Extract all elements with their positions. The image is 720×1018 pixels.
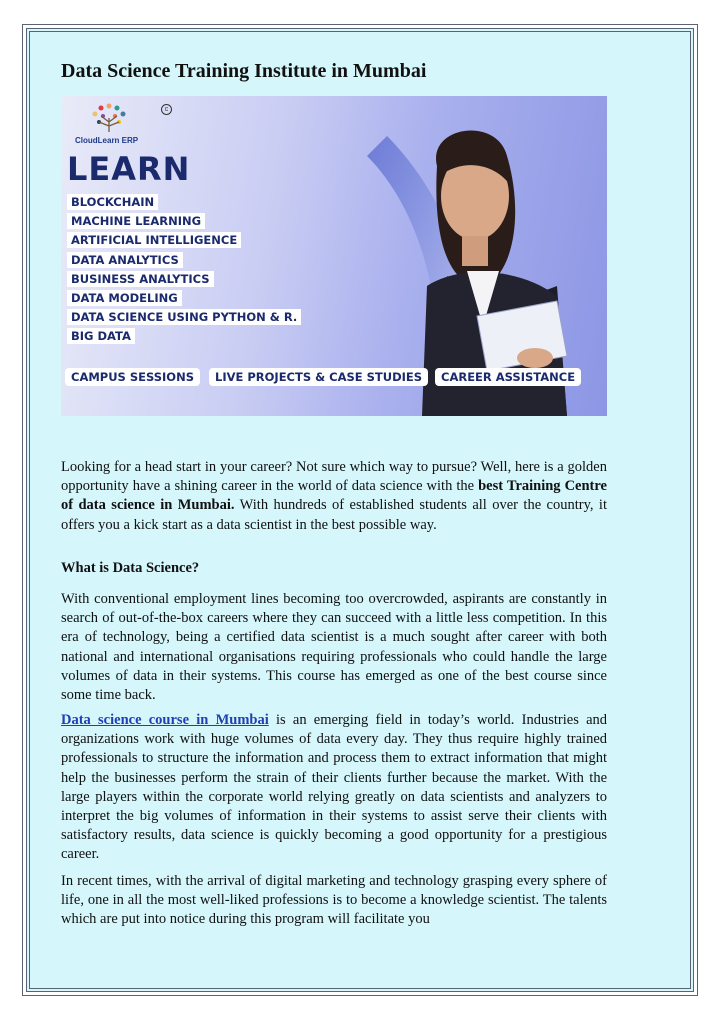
tree-logo-icon [69, 102, 159, 136]
pill-career-assistance: CAREER ASSISTANCE [435, 368, 581, 386]
cloudlearn-logo [69, 102, 169, 145]
topic-item: MACHINE LEARNING [67, 213, 205, 229]
topic-item: BIG DATA [67, 328, 135, 344]
banner-headline: LEARN [67, 150, 191, 188]
page-title: Data Science Training Institute in Mumbai [61, 60, 427, 82]
intro-paragraph [61, 458, 607, 535]
topic-item: BLOCKCHAIN [67, 194, 158, 210]
paragraph-course [61, 711, 607, 865]
copyright-icon: c [161, 104, 172, 115]
pill-campus-sessions: CAMPUS SESSIONS [65, 368, 200, 386]
promo-banner [61, 96, 607, 416]
logo-text: CloudLearn ERP [75, 136, 139, 145]
pill-live-projects: LIVE PROJECTS & CASE STUDIES [209, 368, 428, 386]
paragraph-recent-times: In recent times, with the arrival of digital marketing and technology grasping every sphere of life, one in all the most well-liked professions is to become a knowledge scientist. The talents which are put into notice during this program will facilitate you [61, 873, 607, 928]
topic-item: DATA SCIENCE USING PYTHON & R. [67, 309, 301, 325]
section-heading: What is Data Science? [61, 560, 200, 576]
intro-bold-text: best Training Centre of data science in Mumbai. [61, 478, 607, 514]
topic-item: BUSINESS ANALYTICS [67, 271, 214, 287]
topic-item: DATA ANALYTICS [67, 252, 183, 268]
topic-item: DATA MODELING [67, 290, 182, 306]
intro-text: Looking for a head start in your career? Not sure which way to pursue? Well, here is a golden opportunity have a shining career in the world of data science with the [61, 459, 607, 495]
intro-text-end: With hundreds of established students all over the country, it offers you a kick start as a data scientist in the best possible way. [61, 497, 607, 533]
course-text: is an emerging field in today’s world. Industries and organizations work with huge volumes of data every day. They thus require highly trained professionals to structure the information and process them to extract information that might help the businesses perform the strain of their clients further because the market. With the large players within the corporate world relying greatly on data scientists and analyzers to interpret the big volumes of information in their systems to assist serve their clients with satisfactory results, data science is quickly becoming a good opportunity for a prestigious career. [61, 712, 608, 863]
course-link[interactable]: Data science course in Mumbai [61, 712, 269, 728]
topic-item: ARTIFICIAL INTELLIGENCE [67, 232, 241, 248]
topic-list [67, 194, 301, 348]
paragraph-what-is: With conventional employment lines becoming too overcrowded, aspirants are constantly in search of out-of-the-box careers where they can succeed with a little less competition. In this era of technology, being a certified data scientist is a much sought after career with both national and international organisations requiring professionals who could handle the large volumes of data in their systems. This course has emerged as one of the best course since some time back. [61, 591, 607, 704]
